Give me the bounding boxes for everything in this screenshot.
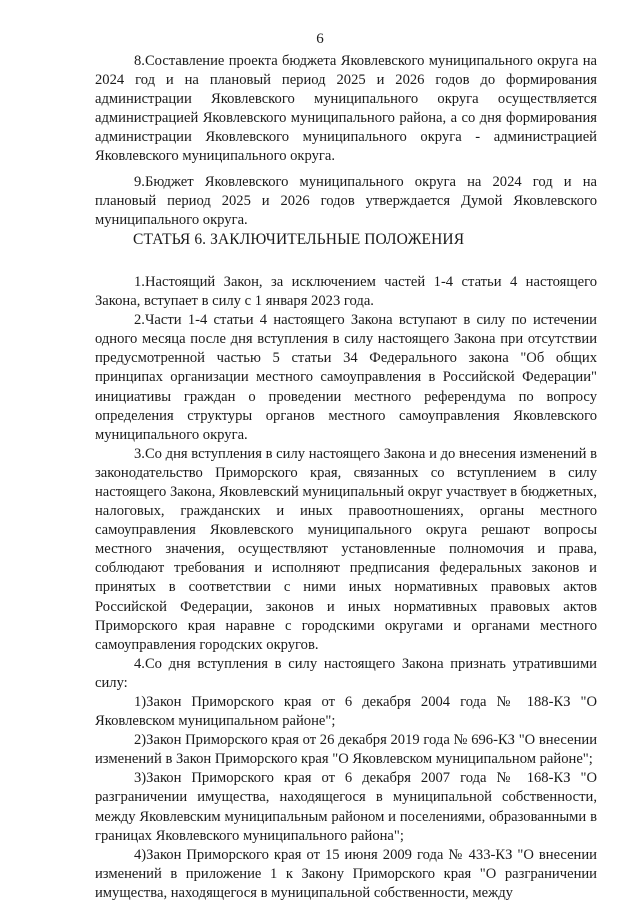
- page-number: 6: [316, 31, 324, 47]
- list-item: 3)Закон Приморского края от 6 декабря 2007 года № 168-КЗ "О разграничении имущества, находящегося в муниципальной собственности, между Яковлевским муниципальным районом и поселениями, образованными в границах Яковлевского муниципального района";: [95, 770, 597, 844]
- list-item: 2)Закон Приморского края от 26 декабря 2019 года № 696-КЗ "О внесении изменений в Закон Приморского края "О Яковлевском муниципальном районе";: [95, 732, 597, 768]
- paragraph-3: 3.Со дня вступления в силу настоящего Закона и до внесения изменений в законодательство Приморского края, связанных со вступлением в силу настоящего Закона, Яковлевский муниципальный округ участвует в бюджетных, налоговых, гражданских и иных правоотношениях, органы местного самоуправления Яковлевского муниципального округа решают вопросы местного значения, осуществляют установленные полномочия и права, соблюдают требования и исполняют предписания федеральных законов и принятых в соответствии с ними иных нормативных правовых актов Российской Федерации, законов и иных нормативных правовых актов Приморского края наравне с городскими округами и органами местного самоуправления городских округов.: [95, 445, 597, 653]
- paragraph-2: 2.Части 1-4 статьи 4 настоящего Закона вступают в силу по истечении одного месяца после дня вступления в силу настоящего Закона при отсутствии предусмотренной частью 5 статьи 34 Федерального закона "Об общих принципах организации местного самоуправления в Российской Федерации" инициативы граждан о проведении местного референдума по вопросу определения структуры органов местного самоуправления Яковлевского муниципального округа.: [95, 312, 597, 443]
- paragraph-1: 1.Настоящий Закон, за исключением частей 1-4 статьи 4 настоящего Закона, вступает в силу с 1 января 2023 года.: [95, 273, 597, 310]
- paragraph-4: 4.Со дня вступления в силу настоящего Закона признать утратившими силу:: [95, 655, 597, 691]
- list-item: 1)Закон Приморского края от 6 декабря 2004 года № 188-КЗ "О Яковлевском муниципальном районе";: [95, 694, 597, 730]
- list-item: 4)Закон Приморского края от 15 июня 2009 года № 433-КЗ "О внесении изменений в приложение 1 к Закону Приморского края "О разграничении имущества, находящегося в муниципальной собственности, между: [95, 846, 597, 901]
- paragraph-section-9: 9.Бюджет Яковлевского муниципального округа на 2024 год и на плановый период 2025 и 2026 годов утверждается Думой Яковлевского муниципального округа.: [95, 173, 597, 228]
- paragraph-section-8: 8.Составление проекта бюджета Яковлевского муниципального округа на 2024 год и на плановый период 2025 и 2026 годов до формирования администрации Яковлевского муниципального округа осуществляется администрацией Яковлевского муниципального района, а со дня формирования администрации Яковлевского муниципального округа - администрацией Яковлевского муниципального округа.: [95, 53, 597, 165]
- document-body: [95, 52, 597, 903]
- article-heading: СТАТЬЯ 6. ЗАКЛЮЧИТЕЛЬНЫЕ ПОЛОЖЕНИЯ: [133, 230, 465, 248]
